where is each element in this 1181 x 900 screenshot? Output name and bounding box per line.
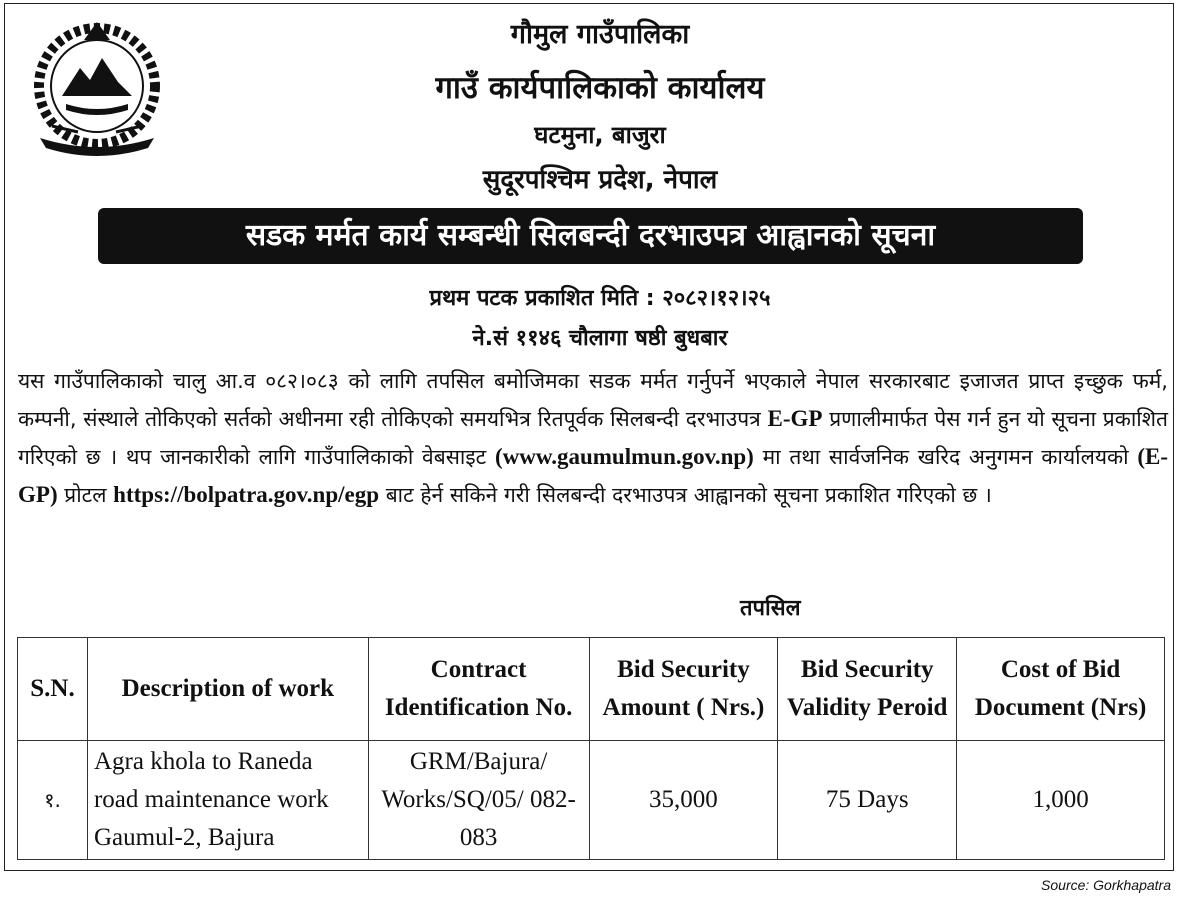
header-cost: Cost of Bid Document (Nrs) [957,638,1165,741]
source-credit: Source: Gorkhapatra [1041,877,1171,893]
body-text-4: प्रोटल [57,483,114,507]
website-link[interactable]: (www.gaumulmun.gov.np) [495,444,754,469]
office-name: गाउँ कार्यपालिकाको कार्यालय [435,70,765,106]
header-description: Description of work [87,638,368,741]
table-header-row [18,638,1165,741]
body-text-1: यस गाउँपालिकाको चालु आ.व ०८२।०८३ को लागि तपसिल बमोजिमका सडक मर्मत गर्नुपर्ने भएकाले नेपाल सरकारबाट इजाजत प्राप्त इच्छुक फर्म, कम्पनी, संस्थाले तोकिएको सर्तको अधीनमा रही तोकिएको समयभित्र रितपूर्वक सिलबन्दी दरभाउपत्र [18,369,1168,431]
table-row [18,741,1165,860]
notice-title-banner: सडक मर्मत कार्य सम्बन्धी सिलबन्दी दरभाउपत्र आह्वानको सूचना [98,208,1083,264]
body-text-3: मा तथा सार्वजनिक खरिद अनुगमन कार्यालयको [753,445,1138,469]
schedule-label: तपसिल [740,596,801,621]
header-contract-id: Contract Identification No. [368,638,589,741]
header-validity: Bid Security Validity Peroid [778,638,957,741]
body-text-5: बाट हेर्न सकिने गरी सिलबन्दी दरभाउपत्र आह्वानको सूचना प्रकाशित गरिएको छ । [379,483,992,507]
cell-validity: 75 Days [778,741,957,860]
cell-contract-id: GRM/Bajura/ Works/SQ/05/ 082-083 [368,741,589,860]
nepal-sambat-date: ने.सं ११४६ चौलागा षष्ठी बुधबार [472,326,728,351]
egp-label: E-GP [767,406,823,431]
notice-body [18,362,1168,514]
body-text-2: प्रणालीमार्फत पेस गर्न हुन यो सूचना प्रकाशित गरिएको छ । थप जानकारीको लागि गाउँपालिकाको वेबसाइट [18,407,1168,469]
header-sn: S.N. [18,638,88,741]
cell-bid-security-amount: 35,000 [589,741,778,860]
published-date: प्रथम पटक प्रकाशित मिति : २०८२।१२।२५ [429,286,771,311]
cell-cost: 1,000 [957,741,1165,860]
schedule-table [17,637,1165,860]
portal-link[interactable]: https://bolpatra.gov.np/egp [113,482,380,507]
egp-label-2: (E-GP) [18,444,1168,507]
cell-description: Agra khola to Raneda road maintenance work Gaumul-2, Bajura [87,741,368,860]
municipality-name: गौमुल गाउँपालिका [510,19,690,50]
province-country: सुदूरपश्चिम प्रदेश, नेपाल [482,165,718,195]
header-bid-security-amount: Bid Security Amount ( Nrs.) [589,638,778,741]
cell-sn: १. [18,741,88,860]
office-address: घटमुना, बाजुरा [534,121,666,149]
nepal-emblem-icon [22,18,172,158]
